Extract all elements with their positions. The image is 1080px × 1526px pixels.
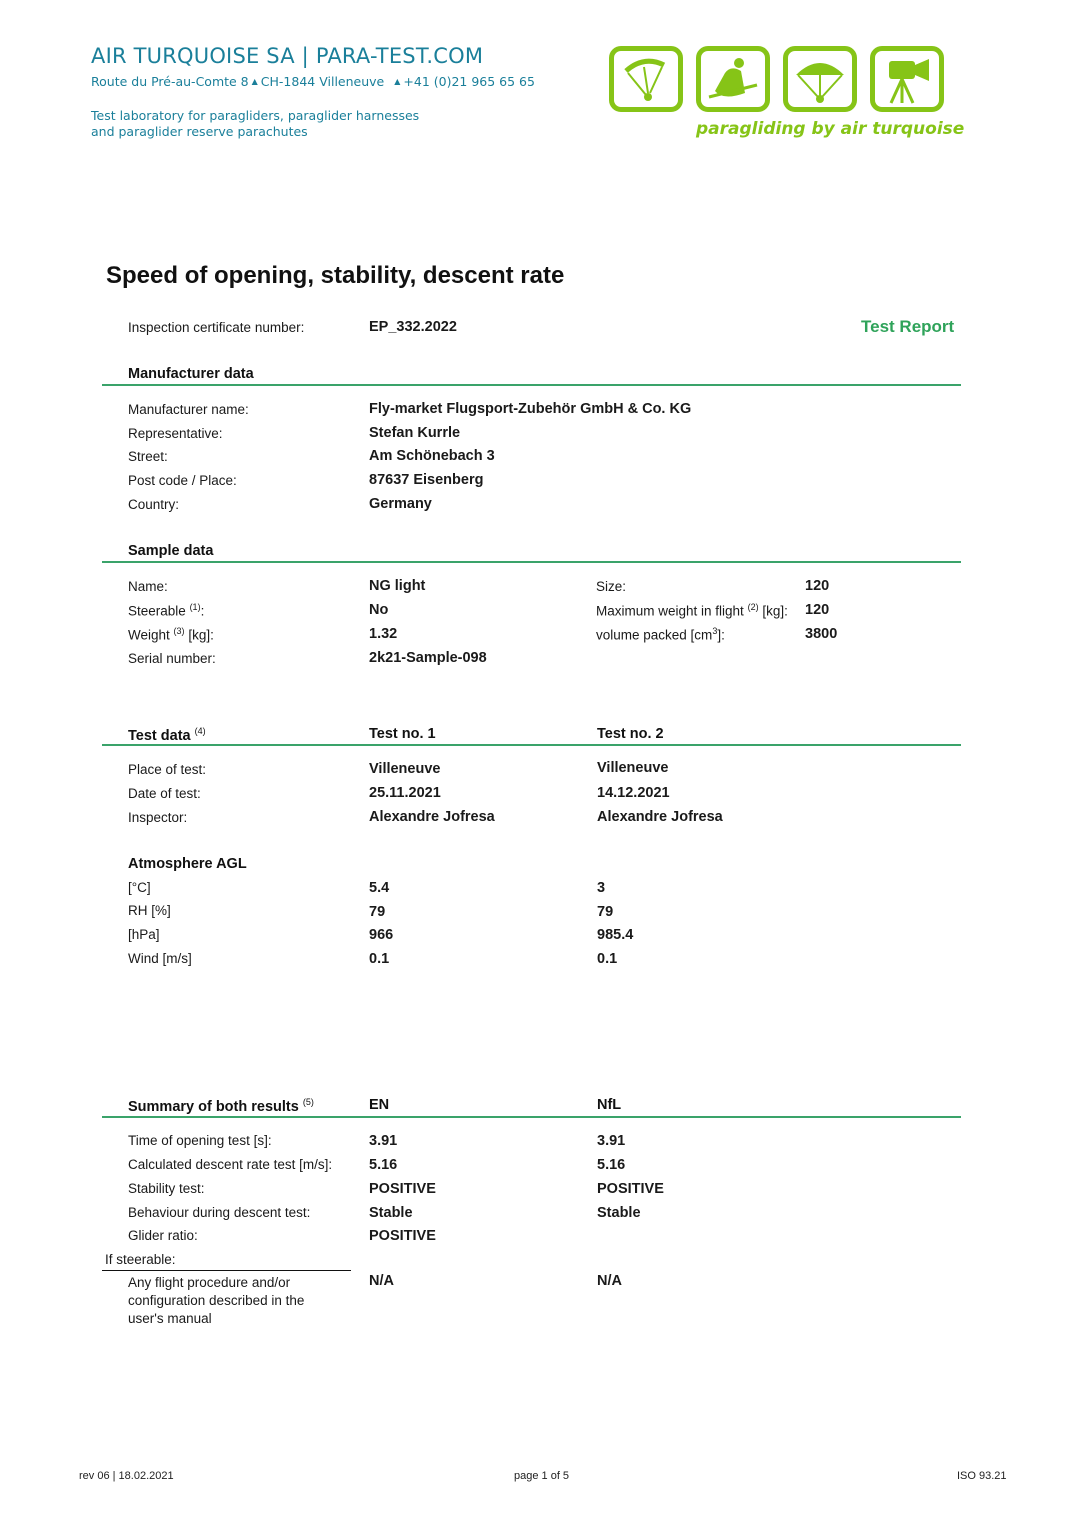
street-value: Am Schönebach 3 bbox=[369, 448, 495, 464]
section-divider bbox=[102, 384, 961, 386]
footer-iso: ISO 93.21 bbox=[957, 1470, 1007, 1482]
lab-description-line-2: and paraglider reserve parachutes bbox=[91, 124, 308, 139]
inspector-label: Inspector: bbox=[128, 810, 188, 825]
triangle-separator-icon: ▲ bbox=[251, 77, 258, 86]
triangle-separator-icon: ▲ bbox=[394, 77, 401, 86]
descent-behaviour-nfl: Stable bbox=[597, 1205, 641, 1221]
wind-2: 0.1 bbox=[597, 951, 618, 967]
company-name: AIR TURQUOISE SA | PARA-TEST.COM bbox=[91, 44, 484, 68]
stability-test-label: Stability test: bbox=[128, 1181, 205, 1196]
summary-nfl-heading: NfL bbox=[597, 1097, 622, 1113]
wind-1: 0.1 bbox=[369, 951, 390, 967]
inspector-1: Alexandre Jofresa bbox=[369, 809, 495, 825]
brand-logos bbox=[609, 46, 949, 118]
lab-description-line-1: Test laboratory for paragliders, paraglider harnesses bbox=[91, 108, 420, 123]
representative-value: Stefan Kurrle bbox=[369, 425, 461, 441]
manufacturer-name-label: Manufacturer name: bbox=[128, 402, 249, 417]
test-no-1-heading: Test no. 1 bbox=[369, 726, 436, 742]
serial-value: 2k21-Sample-098 bbox=[369, 650, 487, 666]
inspector-2: Alexandre Jofresa bbox=[597, 809, 723, 825]
if-steerable-divider bbox=[102, 1270, 351, 1271]
postcode-value: 87637 Eisenberg bbox=[369, 472, 484, 488]
footer-page-number: page 1 of 5 bbox=[514, 1470, 570, 1482]
place-of-test-label: Place of test: bbox=[128, 762, 207, 777]
date-of-test-label: Date of test: bbox=[128, 786, 201, 801]
volume-label: volume packed $[cm^3]$: bbox=[596, 626, 725, 643]
section-divider bbox=[102, 561, 961, 563]
humidity-label: RH [%] bbox=[128, 903, 171, 918]
stability-test-nfl: POSITIVE bbox=[597, 1181, 664, 1197]
section-divider bbox=[102, 744, 961, 746]
address-city: CH-1844 Villeneuve bbox=[260, 74, 385, 89]
serial-label: Serial number: bbox=[128, 651, 216, 666]
opening-time-en: 3.91 bbox=[369, 1133, 398, 1149]
descent-behaviour-label: Behaviour during descent test: bbox=[128, 1205, 311, 1220]
footer-revision: rev 06 | 18.02.2021 bbox=[79, 1470, 174, 1482]
pressure-2: 985.4 bbox=[597, 927, 634, 943]
if-steerable-label: If steerable: bbox=[105, 1252, 176, 1267]
volume-value: 3800 bbox=[805, 626, 838, 642]
country-label: Country: bbox=[128, 497, 180, 512]
opening-time-nfl: 3.91 bbox=[597, 1133, 626, 1149]
flight-procedure-en: N/A bbox=[369, 1273, 394, 1289]
descent-rate-nfl: 5.16 bbox=[597, 1157, 626, 1173]
size-label: Size: bbox=[596, 579, 627, 594]
place-of-test-2: Villeneuve bbox=[597, 760, 669, 776]
humidity-1: 79 bbox=[369, 904, 386, 920]
brand-tagline: paragliding by air turquoise bbox=[696, 119, 965, 139]
manufacturer-name-value: Fly-market Flugsport-Zubehör GmbH & Co. KG bbox=[369, 401, 692, 417]
address-street: Route du Pré-au-Comte 8 bbox=[91, 74, 249, 89]
sample-heading: Sample data bbox=[128, 543, 214, 559]
postcode-label: Post code / Place: bbox=[128, 473, 237, 488]
stability-test-en: POSITIVE bbox=[369, 1181, 436, 1197]
size-value: 120 bbox=[805, 578, 830, 594]
flight-procedure-nfl: N/A bbox=[597, 1273, 622, 1289]
pressure-label: [hPa] bbox=[128, 927, 160, 942]
max-weight-value: 120 bbox=[805, 602, 830, 618]
date-of-test-1: 25.11.2021 bbox=[369, 785, 441, 801]
section-divider bbox=[102, 1116, 961, 1118]
representative-label: Representative: bbox=[128, 426, 223, 441]
certificate-label: Inspection certificate number: bbox=[128, 320, 305, 335]
flight-procedure-label: Any flight procedure and/or configuration described in the user's manual bbox=[128, 1275, 305, 1326]
manufacturer-heading: Manufacturer data bbox=[128, 366, 254, 382]
sample-name-label: Name: bbox=[128, 579, 168, 594]
atmosphere-heading: Atmosphere AGL bbox=[128, 856, 247, 872]
pressure-1: 966 bbox=[369, 927, 394, 943]
wind-label: Wind [m/s] bbox=[128, 951, 192, 966]
camera-tripod-logo-icon bbox=[870, 46, 944, 112]
humidity-2: 79 bbox=[597, 904, 614, 920]
date-of-test-2: 14.12.2021 bbox=[597, 785, 670, 801]
glider-ratio-en: POSITIVE bbox=[369, 1228, 436, 1244]
test-data-heading: Test data $^{(4)}$ bbox=[128, 726, 206, 744]
summary-en-heading: EN bbox=[369, 1097, 390, 1113]
glider-ratio-label: Glider ratio: bbox=[128, 1228, 198, 1243]
place-of-test-1: Villeneuve bbox=[369, 761, 441, 777]
temperature-label: [°C] bbox=[128, 880, 151, 895]
temperature-1: 5.4 bbox=[369, 880, 390, 896]
steerable-value: No bbox=[369, 602, 389, 618]
temperature-2: 3 bbox=[597, 880, 606, 896]
descent-behaviour-en: Stable bbox=[369, 1205, 413, 1221]
lab-description bbox=[91, 108, 419, 140]
sample-name-value: NG light bbox=[369, 578, 426, 594]
weight-label: Weight $^{(3)}$ [kg]: bbox=[128, 626, 214, 643]
harness-logo-icon bbox=[696, 46, 770, 112]
page-title: Speed of opening, stability, descent rate bbox=[106, 262, 565, 289]
test-report-label: Test Report bbox=[861, 317, 955, 336]
summary-heading: Summary of both results $^{(5)}$ bbox=[128, 1097, 314, 1115]
test-no-2-heading: Test no. 2 bbox=[597, 726, 664, 742]
steerable-label: Steerable $^{(1)}$: bbox=[128, 602, 205, 619]
descent-rate-label: Calculated descent rate test [m/s]: bbox=[128, 1157, 333, 1172]
opening-time-label: Time of opening test [s]: bbox=[128, 1133, 272, 1148]
country-value: Germany bbox=[369, 496, 432, 512]
street-label: Street: bbox=[128, 449, 168, 464]
weight-value: 1.32 bbox=[369, 626, 398, 642]
max-weight-label: Maximum weight in flight $^{(2)}$ [kg]: bbox=[596, 602, 788, 619]
reserve-parachute-logo-icon bbox=[783, 46, 857, 112]
address-phone: +41 (0)21 965 65 65 bbox=[403, 74, 535, 89]
company-address bbox=[91, 74, 535, 89]
paraglider-logo-icon bbox=[609, 46, 683, 112]
certificate-number: EP_332.2022 bbox=[369, 319, 457, 335]
descent-rate-en: 5.16 bbox=[369, 1157, 398, 1173]
